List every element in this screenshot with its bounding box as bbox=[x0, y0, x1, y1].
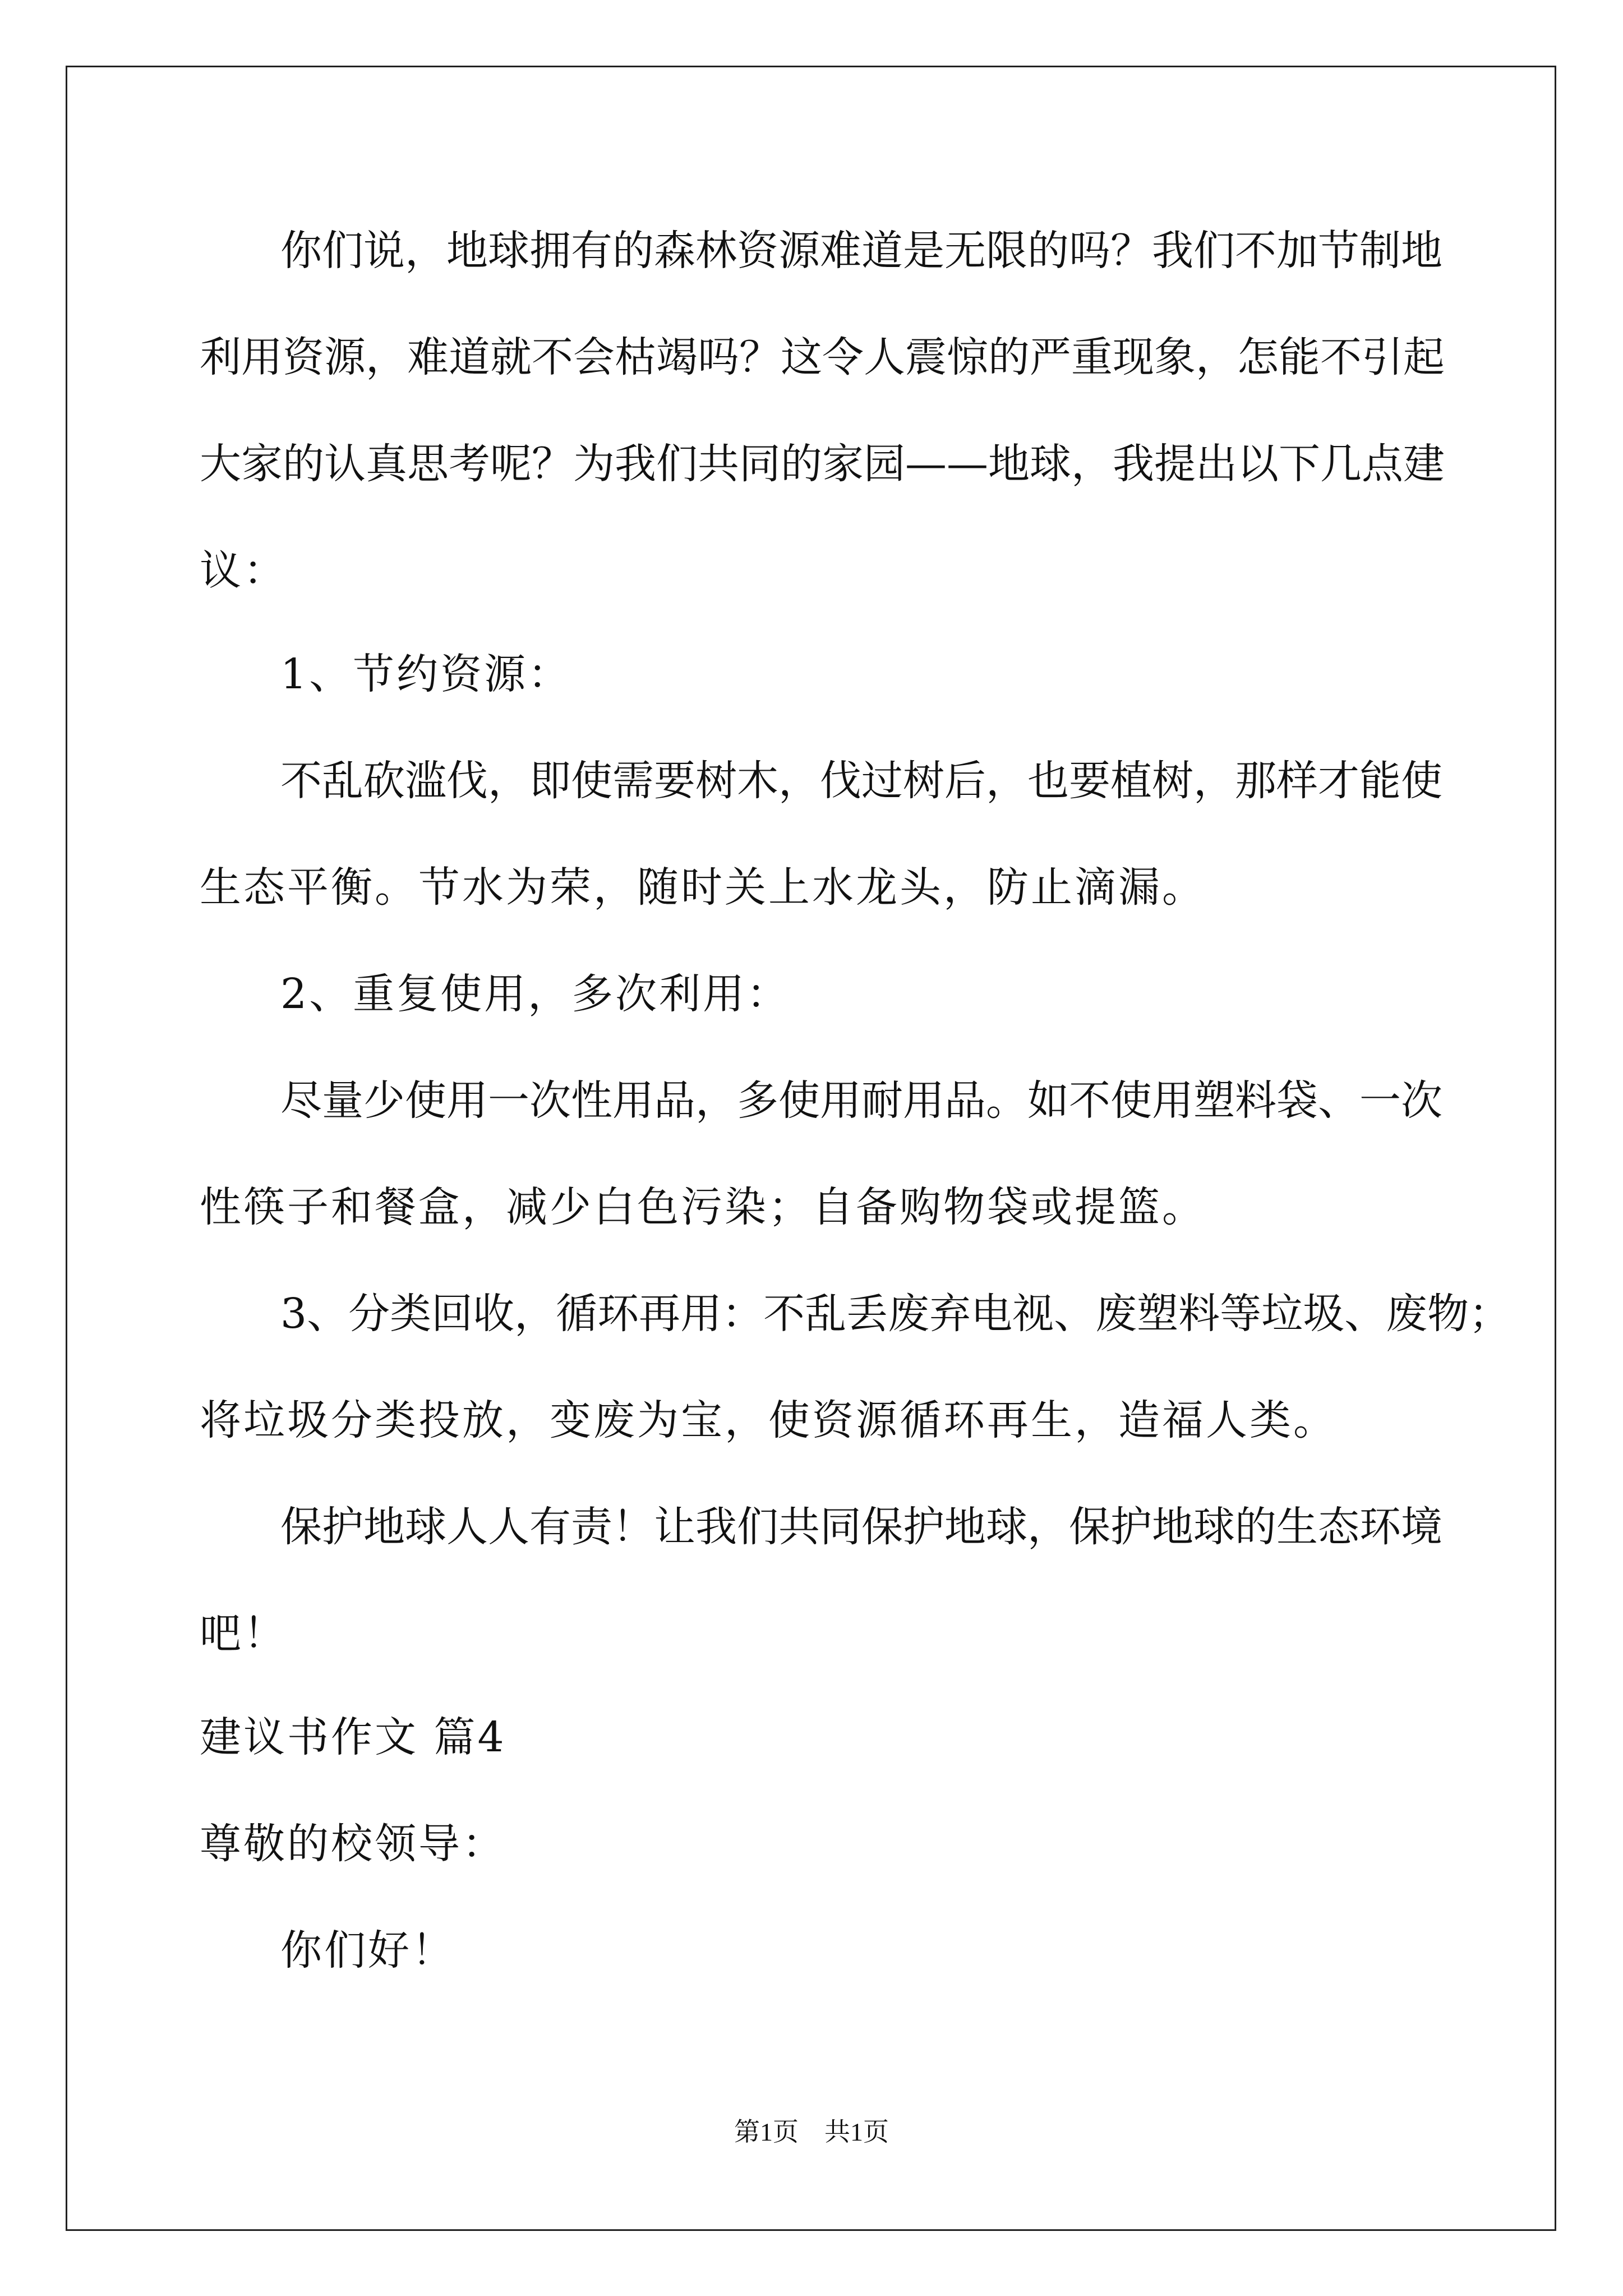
paragraph-line: 将垃圾分类投放，变废为宝，使资源循环再生，造福人类。 bbox=[200, 1396, 1337, 1444]
page-border bbox=[66, 66, 1556, 2231]
paragraph-line: 大家的认真思考呢？为我们共同的家园——地球，我提出以下几点建 bbox=[200, 440, 1445, 488]
paragraph-line: 保护地球人人有责！让我们共同保护地球，保护地球的生态环境 bbox=[280, 1503, 1442, 1551]
paragraph-line: 你们说，地球拥有的森林资源难道是无限的吗？我们不加节制地 bbox=[280, 227, 1442, 275]
article-title: 建议书作文 篇4 bbox=[200, 1713, 506, 1761]
paragraph-line: 吧！ bbox=[200, 1609, 287, 1658]
paragraph-line: 利用资源，难道就不会枯竭吗？这令人震惊的严重现象，怎能不引起 bbox=[200, 333, 1445, 381]
paragraph-line: 性筷子和餐盒，减少白色污染；自备购物袋或提篮。 bbox=[200, 1183, 1206, 1231]
paragraph-line: 不乱砍滥伐，即使需要树木，伐过树后，也要植树，那样才能使 bbox=[280, 757, 1442, 805]
section-heading: 1、节约资源： bbox=[280, 650, 572, 698]
greeting: 你们好！ bbox=[280, 1926, 455, 1975]
salutation: 尊敬的校领导： bbox=[200, 1820, 506, 1868]
section-heading: 2、重复使用，多次利用： bbox=[280, 970, 791, 1018]
paragraph-line: 议： bbox=[200, 546, 287, 595]
paragraph-line: 生态平衡。节水为荣，随时关上水龙头，防止滴漏。 bbox=[200, 863, 1206, 912]
paragraph-line: 尽量少使用一次性用品，多使用耐用品。如不使用塑料袋、一次 bbox=[280, 1076, 1442, 1125]
page-footer: 第1页 共1页 bbox=[734, 2118, 889, 2146]
paragraph-line: 3、分类回收，循环再用：不乱丢废弃电视、废塑料等垃圾、废物； bbox=[280, 1290, 1511, 1338]
